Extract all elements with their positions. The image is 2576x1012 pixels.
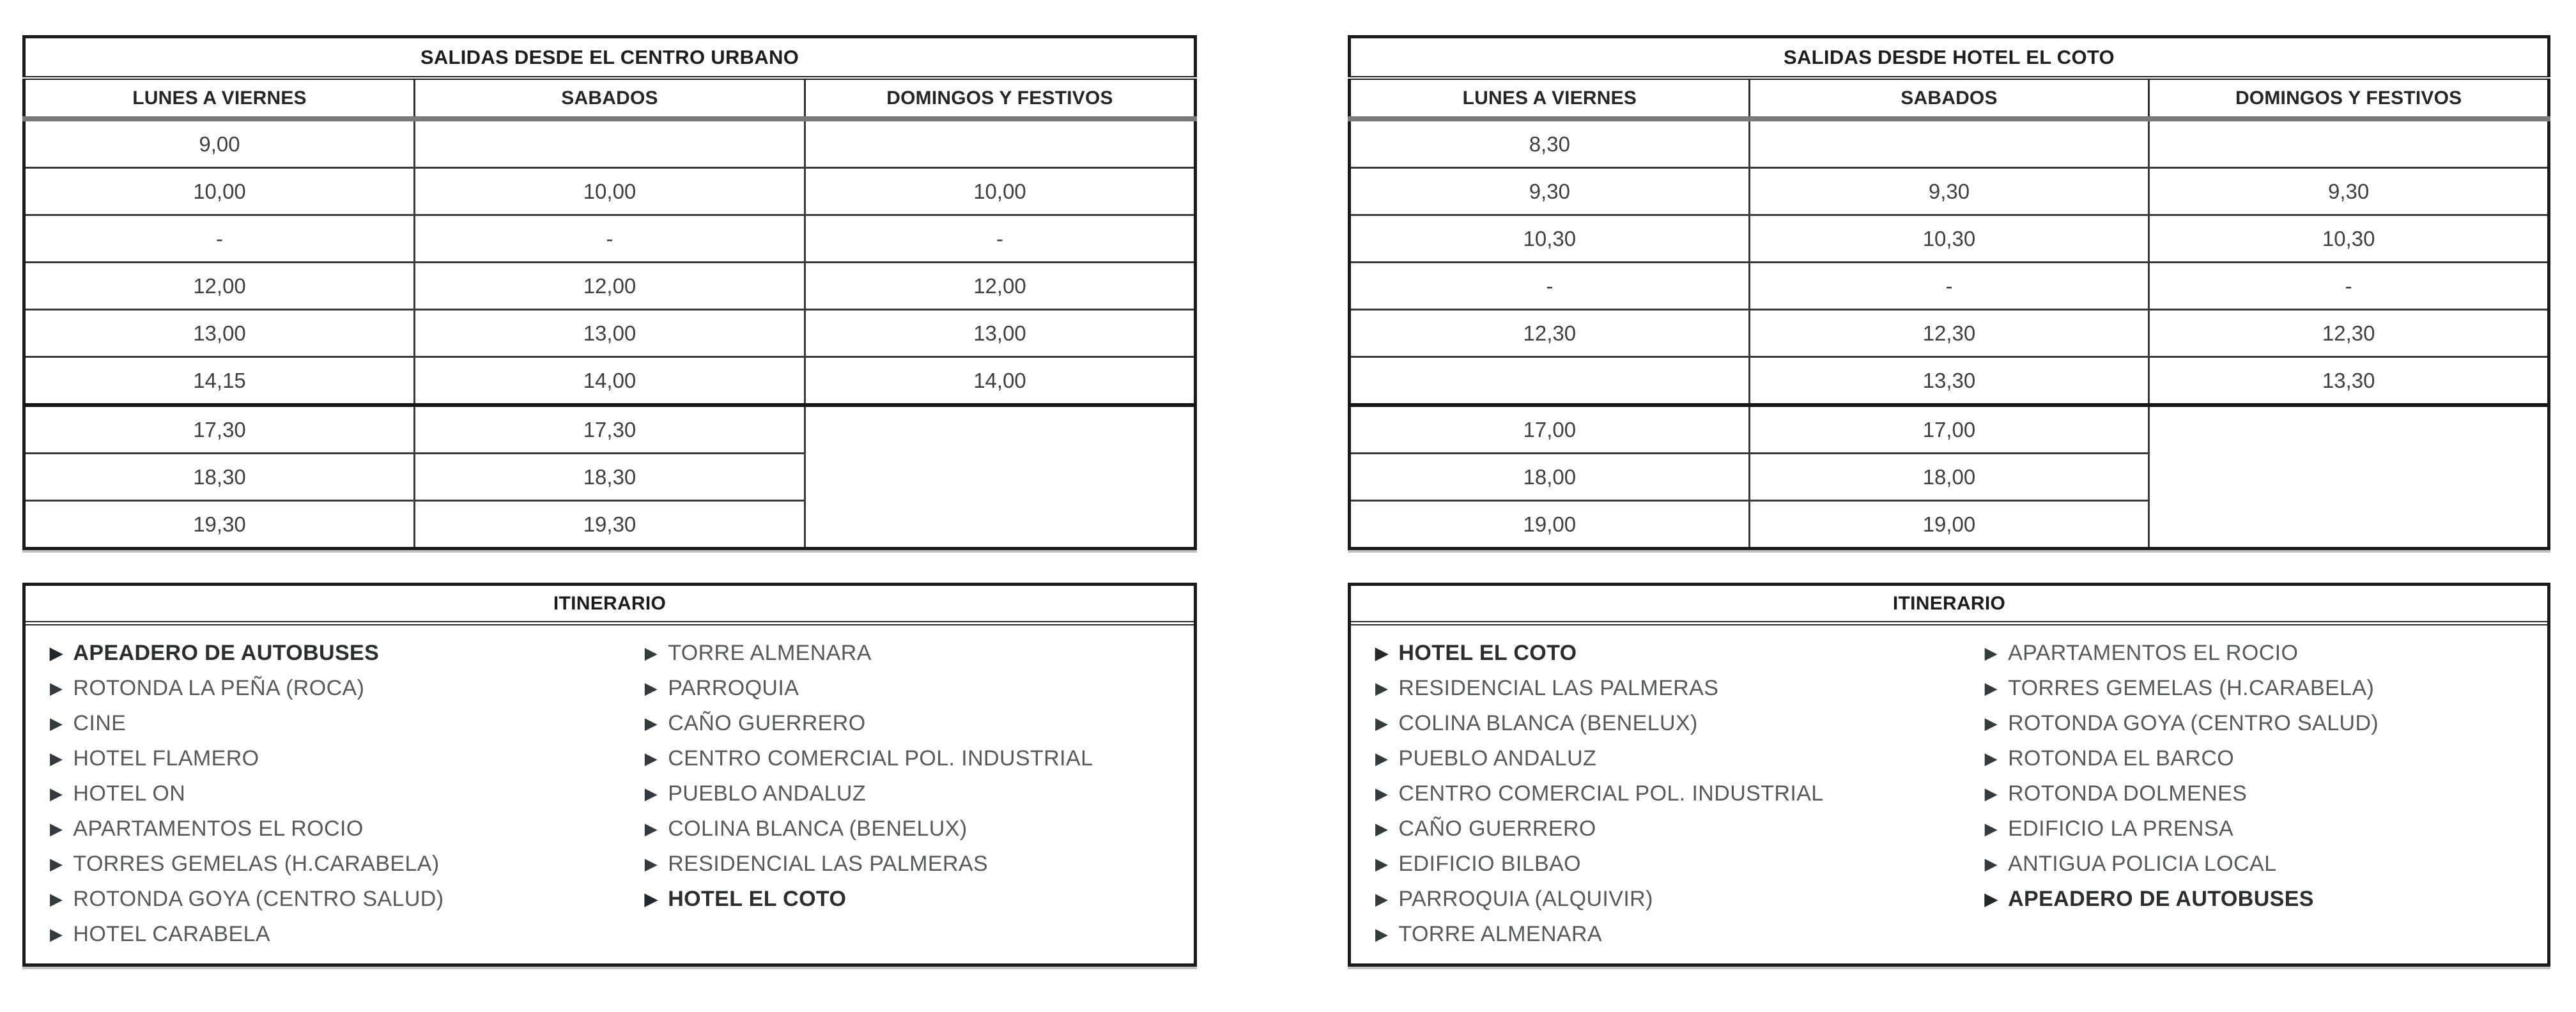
itinerary-stop xyxy=(50,917,645,952)
itinerary-stop xyxy=(50,636,645,671)
column-header: SABADOS xyxy=(415,78,805,119)
stop-label: CINE xyxy=(73,711,127,735)
arrow-icon: ▶ xyxy=(50,643,63,663)
itinerary-stop xyxy=(645,847,1194,882)
time-cell: - xyxy=(415,215,805,263)
arrow-icon: ▶ xyxy=(1375,924,1389,944)
itinerary-stop xyxy=(645,706,1194,741)
table-row xyxy=(24,310,1196,357)
itinerary-centro-urbano xyxy=(22,583,1197,967)
stop-label: APARTAMENTOS EL ROCIO xyxy=(73,816,364,841)
itinerary-stop xyxy=(645,811,1194,847)
column-header: LUNES A VIERNES xyxy=(24,78,415,119)
arrow-icon: ▶ xyxy=(50,678,63,698)
stop-label: HOTEL ON xyxy=(73,781,186,806)
table-row xyxy=(1350,310,2549,357)
arrow-icon: ▶ xyxy=(50,854,63,873)
time-cell: 12,30 xyxy=(1350,310,1750,357)
time-cell xyxy=(2149,119,2549,168)
time-cell: 18,30 xyxy=(24,454,415,501)
itinerary-stop xyxy=(1375,741,1985,776)
stop-label: ROTONDA LA PEÑA (ROCA) xyxy=(73,676,365,700)
arrow-icon: ▶ xyxy=(50,714,63,733)
table-row xyxy=(24,168,1196,215)
time-cell: 10,00 xyxy=(415,168,805,215)
arrow-icon: ▶ xyxy=(1375,784,1389,803)
itinerary-column-2 xyxy=(645,636,1194,952)
arrow-icon: ▶ xyxy=(1984,889,1998,908)
itinerary-stop xyxy=(1375,706,1985,741)
arrow-icon: ▶ xyxy=(50,784,63,803)
itinerary-stop xyxy=(50,776,645,811)
time-cell xyxy=(1350,357,1750,406)
stop-label: TORRES GEMELAS (H.CARABELA) xyxy=(2008,676,2375,700)
time-cell: 12,00 xyxy=(24,263,415,310)
time-cell: 14,15 xyxy=(24,357,415,406)
table-row xyxy=(1350,119,2549,168)
itinerary-stop xyxy=(1985,636,2547,671)
arrow-icon: ▶ xyxy=(1375,643,1389,663)
time-cell: 13,00 xyxy=(805,310,1196,357)
stop-label: HOTEL CARABELA xyxy=(73,922,270,946)
table-row xyxy=(24,119,1196,168)
arrow-icon: ▶ xyxy=(1375,819,1389,838)
arrow-icon: ▶ xyxy=(644,889,658,908)
empty-merged-cell xyxy=(2149,405,2549,549)
stop-label: APARTAMENTOS EL ROCIO xyxy=(2008,641,2299,665)
table-row xyxy=(24,405,1196,454)
stop-label: HOTEL EL COTO xyxy=(1398,641,1577,665)
itinerary-stop xyxy=(1375,847,1985,882)
stop-label: TORRE ALMENARA xyxy=(668,641,872,665)
empty-merged-cell xyxy=(805,405,1196,549)
table-title: SALIDAS DESDE EL CENTRO URBANO xyxy=(24,37,1196,79)
itinerary-stop xyxy=(645,741,1194,776)
itinerary-stop xyxy=(1375,917,1985,952)
stop-label: EDIFICIO LA PRENSA xyxy=(2008,816,2234,841)
column-header: SABADOS xyxy=(1749,78,2149,119)
column-header: DOMINGOS Y FESTIVOS xyxy=(805,78,1196,119)
time-cell: 8,30 xyxy=(1350,119,1750,168)
itinerary-stop xyxy=(1985,671,2547,706)
time-cell: - xyxy=(2149,263,2549,310)
table-row xyxy=(1350,263,2549,310)
table-row xyxy=(24,215,1196,263)
arrow-icon: ▶ xyxy=(1984,784,1998,803)
itinerary-title: ITINERARIO xyxy=(1351,586,2547,625)
time-cell: 14,00 xyxy=(805,357,1196,406)
stop-label: TORRE ALMENARA xyxy=(1398,922,1603,946)
column-header: DOMINGOS Y FESTIVOS xyxy=(2149,78,2549,119)
itinerary-stop xyxy=(1375,776,1985,811)
arrow-icon: ▶ xyxy=(1375,889,1389,908)
itinerary-stop xyxy=(645,882,1194,917)
arrow-icon: ▶ xyxy=(644,714,658,733)
arrow-icon: ▶ xyxy=(644,854,658,873)
itinerary-stop xyxy=(1985,847,2547,882)
itinerary-column-2 xyxy=(1985,636,2547,952)
itinerary-stop xyxy=(1985,811,2547,847)
table-header-row xyxy=(1350,78,2549,119)
stop-label: PUEBLO ANDALUZ xyxy=(668,781,867,806)
stop-label: CENTRO COMERCIAL POL. INDUSTRIAL xyxy=(1398,781,1824,806)
itinerary-stop xyxy=(50,811,645,847)
time-cell: 17,00 xyxy=(1749,405,2149,454)
arrow-icon: ▶ xyxy=(644,678,658,698)
column-header: LUNES A VIERNES xyxy=(1350,78,1750,119)
table-header-row xyxy=(24,78,1196,119)
table-row xyxy=(1350,405,2549,454)
stop-label: RESIDENCIAL LAS PALMERAS xyxy=(668,852,989,876)
arrow-icon: ▶ xyxy=(1984,643,1998,663)
time-cell: - xyxy=(805,215,1196,263)
itinerary-hotel-el-coto xyxy=(1348,583,2550,967)
time-cell: 9,00 xyxy=(24,119,415,168)
time-cell: 18,30 xyxy=(415,454,805,501)
stop-label: APEADERO DE AUTOBUSES xyxy=(73,641,380,665)
time-cell: 18,00 xyxy=(1749,454,2149,501)
stop-label: COLINA BLANCA (BENELUX) xyxy=(668,816,968,841)
arrow-icon: ▶ xyxy=(644,749,658,768)
time-cell: 12,30 xyxy=(2149,310,2549,357)
time-cell xyxy=(415,119,805,168)
table-row xyxy=(1350,168,2549,215)
time-cell: 10,00 xyxy=(24,168,415,215)
time-cell: 14,00 xyxy=(415,357,805,406)
itinerary-stop xyxy=(645,776,1194,811)
time-cell: 10,30 xyxy=(1749,215,2149,263)
time-cell: 12,00 xyxy=(805,263,1196,310)
arrow-icon: ▶ xyxy=(1984,749,1998,768)
time-cell: 10,30 xyxy=(1350,215,1750,263)
time-cell: 10,30 xyxy=(2149,215,2549,263)
timetable-centro-urbano xyxy=(22,35,1197,550)
table-title-row xyxy=(1350,37,2549,79)
itinerary-stop xyxy=(645,636,1194,671)
arrow-icon: ▶ xyxy=(1984,854,1998,873)
arrow-icon: ▶ xyxy=(1375,678,1389,698)
arrow-icon: ▶ xyxy=(1984,714,1998,733)
stop-label: APEADERO DE AUTOBUSES xyxy=(2008,887,2314,911)
arrow-icon: ▶ xyxy=(644,819,658,838)
timetable-hotel-el-coto xyxy=(1348,35,2550,550)
time-cell: 18,00 xyxy=(1350,454,1750,501)
itinerary-stop xyxy=(50,706,645,741)
stop-label: HOTEL FLAMERO xyxy=(73,746,259,770)
time-cell: 13,30 xyxy=(2149,357,2549,406)
itinerary-stop xyxy=(1985,706,2547,741)
itinerary-stop xyxy=(50,671,645,706)
itinerary-list xyxy=(26,625,1194,963)
stop-label: COLINA BLANCA (BENELUX) xyxy=(1398,711,1698,735)
table-row xyxy=(1350,215,2549,263)
arrow-icon: ▶ xyxy=(1984,678,1998,698)
table-row xyxy=(24,357,1196,406)
arrow-icon: ▶ xyxy=(644,784,658,803)
itinerary-title: ITINERARIO xyxy=(26,586,1194,625)
arrow-icon: ▶ xyxy=(50,819,63,838)
time-cell: 17,30 xyxy=(24,405,415,454)
time-cell: 13,00 xyxy=(415,310,805,357)
itinerary-column-1 xyxy=(1375,636,1985,952)
time-cell: 9,30 xyxy=(2149,168,2549,215)
itinerary-stop xyxy=(1375,882,1985,917)
arrow-icon: ▶ xyxy=(1375,749,1389,768)
arrow-icon: ▶ xyxy=(1375,854,1389,873)
itinerary-stop xyxy=(50,882,645,917)
table-title: SALIDAS DESDE HOTEL EL COTO xyxy=(1350,37,2549,79)
itinerary-stop xyxy=(1375,671,1985,706)
itinerary-stop xyxy=(1985,741,2547,776)
itinerary-stop xyxy=(50,741,645,776)
stop-label: RESIDENCIAL LAS PALMERAS xyxy=(1398,676,1719,700)
stop-label: CAÑO GUERRERO xyxy=(1398,816,1596,841)
time-cell: 17,30 xyxy=(415,405,805,454)
stop-label: ROTONDA GOYA (CENTRO SALUD) xyxy=(73,887,444,911)
arrow-icon: ▶ xyxy=(50,924,63,944)
time-cell: - xyxy=(1350,263,1750,310)
itinerary-stop xyxy=(1985,882,2547,917)
time-cell xyxy=(1749,119,2149,168)
arrow-icon: ▶ xyxy=(1375,714,1389,733)
time-cell: 9,30 xyxy=(1749,168,2149,215)
stop-label: ROTONDA EL BARCO xyxy=(2008,746,2235,770)
itinerary-stop xyxy=(50,847,645,882)
time-cell: 19,00 xyxy=(1350,501,1750,549)
timetable-centro-urbano-table xyxy=(22,35,1197,550)
stop-label: ANTIGUA POLICIA LOCAL xyxy=(2008,852,2277,876)
stop-label: ROTONDA GOYA (CENTRO SALUD) xyxy=(2008,711,2379,735)
itinerary-stop xyxy=(1375,811,1985,847)
time-cell: 19,30 xyxy=(415,501,805,549)
stop-label: TORRES GEMELAS (H.CARABELA) xyxy=(73,852,440,876)
stop-label: EDIFICIO BILBAO xyxy=(1398,852,1582,876)
time-cell: 19,30 xyxy=(24,501,415,549)
stop-label: CENTRO COMERCIAL POL. INDUSTRIAL xyxy=(668,746,1093,770)
stop-label: CAÑO GUERRERO xyxy=(668,711,866,735)
stop-label: PARROQUIA (ALQUIVIR) xyxy=(1398,887,1653,911)
stop-label: HOTEL EL COTO xyxy=(668,887,847,911)
time-cell: 17,00 xyxy=(1350,405,1750,454)
table-row xyxy=(24,263,1196,310)
itinerary-list xyxy=(1351,625,2547,963)
arrow-icon: ▶ xyxy=(50,749,63,768)
stop-label: PARROQUIA xyxy=(668,676,799,700)
arrow-icon: ▶ xyxy=(644,643,658,663)
stop-label: PUEBLO ANDALUZ xyxy=(1398,746,1597,770)
time-cell: 12,30 xyxy=(1749,310,2149,357)
table-title-row xyxy=(24,37,1196,79)
time-cell: 12,00 xyxy=(415,263,805,310)
time-cell: 13,30 xyxy=(1749,357,2149,406)
time-cell: 19,00 xyxy=(1749,501,2149,549)
itinerary-stop xyxy=(1375,636,1985,671)
time-cell: 13,00 xyxy=(24,310,415,357)
table-row xyxy=(1350,357,2549,406)
arrow-icon: ▶ xyxy=(50,889,63,908)
itinerary-column-1 xyxy=(50,636,645,952)
itinerary-stop xyxy=(1985,776,2547,811)
time-cell: - xyxy=(1749,263,2149,310)
arrow-icon: ▶ xyxy=(1984,819,1998,838)
stop-label: ROTONDA DOLMENES xyxy=(2008,781,2248,806)
itinerary-stop xyxy=(645,671,1194,706)
time-cell xyxy=(805,119,1196,168)
time-cell: - xyxy=(24,215,415,263)
timetable-hotel-el-coto-table xyxy=(1348,35,2550,550)
time-cell: 9,30 xyxy=(1350,168,1750,215)
time-cell: 10,00 xyxy=(805,168,1196,215)
